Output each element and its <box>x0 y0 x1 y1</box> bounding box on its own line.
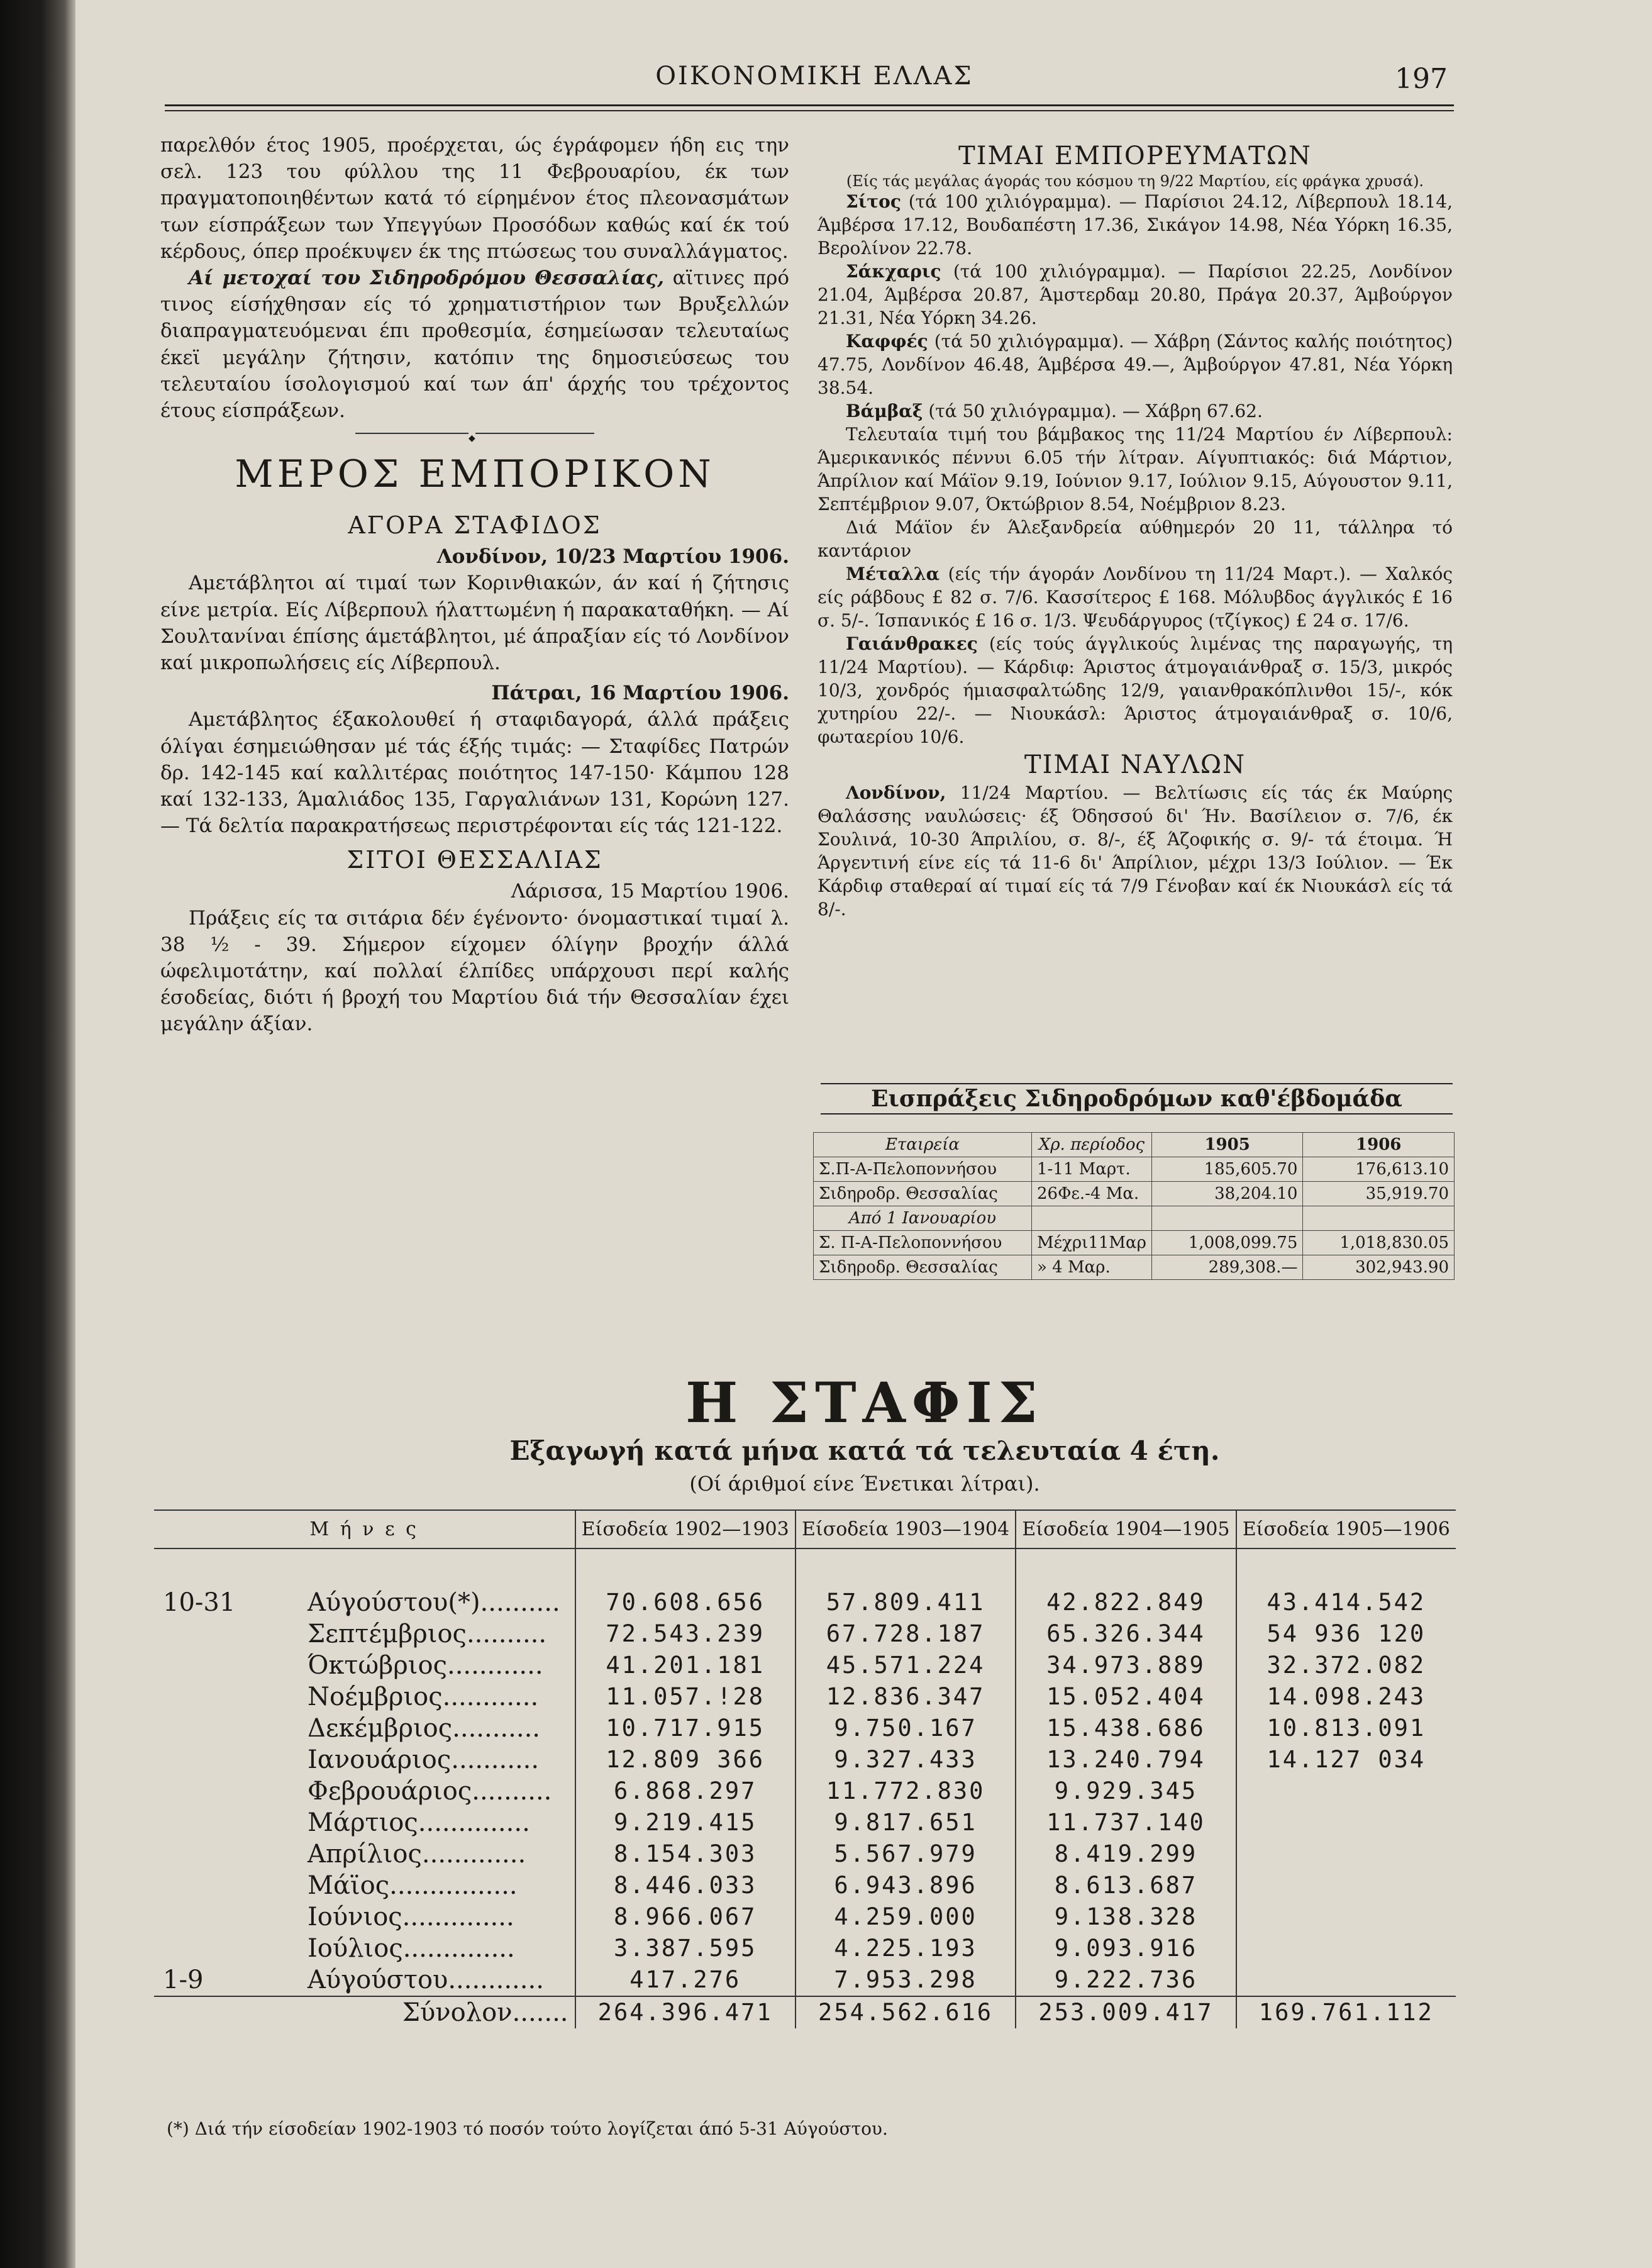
cotton-alexandria: Διά Μάϊον έν Άλεξανδρεία αύθημερόν 20 11, τάλληρα τό καντάριον <box>818 517 1453 561</box>
export-header-row <box>154 1510 1456 1548</box>
month-cell: Δεκέμβριος........... <box>308 1714 540 1743</box>
table-row <box>814 1157 1455 1182</box>
value-cell: 5.567.979 <box>796 1838 1016 1870</box>
value-cell: 11.057.!28 <box>575 1681 796 1713</box>
coal-prices: Γαιάνθρακες (είς τούς άγγλικούς λιμένας της παραγωγής, τη 11/24 Μαρτίου). — Κάρδιφ: Άριστος άτμογαιάνθραξ σ. 15/3, μικρός 10/3, χονδρός ήμιασφαλτώδης 12/9, γαιανθρακόπλινθοι 15/-, κόκ χυτηρίου 22/-. — Νιουκάσλ: Άριστος άτμογαιάνθραξ σ. 10/6, φωταερίου 10/6. <box>818 633 1453 747</box>
range-cell <box>154 1870 301 1901</box>
london-report: Αμετάβλητοι αί τιμαί των Κορινθιακών, άν καί ή ζήτησις είνε μετρία. Είς Λίβερπουλ ήλαττωμένη ή παρακαταθήκη. — Αί Σουλτανίναι έπίσης άμετάβλητοι, μέ άπραξίαν είς τό Λονδίνον καί μικροπωλήσεις είς Λίβερπουλ. <box>160 572 789 675</box>
patras-dateline: Πάτραι, 16 Μαρτίου 1906. <box>491 682 789 705</box>
value-cell: 9.219.415 <box>575 1807 796 1838</box>
range-cell <box>154 1933 301 1964</box>
value-cell: 41.201.181 <box>575 1650 796 1681</box>
value-cell: 15.052.404 <box>1016 1681 1236 1713</box>
larissa-dateline: Λάρισσα, 15 Μαρτίου 1906. <box>511 880 789 903</box>
value-cell: 4.259.000 <box>796 1901 1016 1933</box>
month-cell: Ιανουάριος........... <box>308 1745 540 1774</box>
value-cell: 9.222.736 <box>1016 1964 1236 1996</box>
value-cell: 11.737.140 <box>1016 1807 1236 1838</box>
range-cell: 10-31 <box>163 1588 236 1617</box>
value-cell: 7.953.298 <box>796 1964 1016 1996</box>
right-column <box>818 140 1453 921</box>
value-cell: 9.929.345 <box>1016 1776 1236 1807</box>
page-number: 197 <box>1395 63 1448 95</box>
value-cell: 9.817.651 <box>796 1807 1016 1838</box>
value-cell: 14.098.243 <box>1236 1681 1456 1713</box>
value-cell: 4.225.193 <box>796 1933 1016 1964</box>
value-cell: 9.093.916 <box>1016 1933 1236 1964</box>
value-cell: 15.438.686 <box>1016 1713 1236 1744</box>
railway-header-row <box>814 1133 1455 1157</box>
value-cell: 11.772.830 <box>796 1776 1016 1807</box>
table-row <box>154 1587 1456 1618</box>
scan-binding-shadow <box>0 0 75 2268</box>
month-cell: Όκτώβριος............ <box>308 1651 543 1680</box>
month-cell: Αύγούστου............ <box>308 1965 544 1994</box>
value-cell <box>1236 1838 1456 1870</box>
value-cell: 54 936 120 <box>1236 1618 1456 1650</box>
spacer-row <box>154 1548 1456 1587</box>
col-company: Εταιρεία <box>814 1133 1032 1157</box>
railway-receipts-table <box>813 1132 1455 1280</box>
col-1902-1903: Είσοδεία 1902—1903 <box>575 1510 796 1548</box>
table-row <box>154 1650 1456 1681</box>
period-cell: 26Φε.-4 Μα. <box>1032 1182 1152 1206</box>
value-cell: 14.127 034 <box>1236 1744 1456 1776</box>
col-period: Χρ. περίοδος <box>1032 1133 1152 1157</box>
value-cell: 13.240.794 <box>1016 1744 1236 1776</box>
table-row <box>154 1681 1456 1713</box>
month-cell: Ιούλιος.............. <box>308 1934 515 1963</box>
value-cell <box>1236 1933 1456 1964</box>
range-cell <box>154 1713 301 1744</box>
total-row <box>154 1996 1456 2028</box>
value-cell: 43.414.542 <box>1236 1587 1456 1618</box>
footnote: (*) Διά τήν είσοδείαν 1902-1903 τό ποσόν τούτο λογίζεται άπό 5-31 Αύγούστου. <box>167 2118 888 2139</box>
value-cell: 42.822.849 <box>1016 1587 1236 1618</box>
metals-prices: Μέταλλα (είς τήν άγοράν Λονδίνου τη 11/24 Μαρτ.). — Χαλκός είς ράβδους £ 82 σ. 7/6. Κασσίτερος £ 168. Μόλυβδος άγγλικός £ 16 σ. 5/-. Ίσπανικός £ 16 σ. 1/3. Ψευδάργυρος (τζίγκος) £ 24 σ. 17/6. <box>818 564 1453 631</box>
value-cell: 8.154.303 <box>575 1838 796 1870</box>
value-cell: 35,919.70 <box>1303 1182 1455 1206</box>
col-1906: 1906 <box>1303 1133 1455 1157</box>
range-cell <box>154 1681 301 1713</box>
value-cell: 32.372.082 <box>1236 1650 1456 1681</box>
range-cell <box>154 1744 301 1776</box>
currant-market-heading: ΑΓΟΡΑ ΣΤΑΦΙΔΟΣ <box>348 511 602 540</box>
total-spacer <box>154 1996 301 2028</box>
period-cell: 1-11 Μαρτ. <box>1032 1157 1152 1182</box>
period-cell: Μέχρι11Μαρ <box>1032 1231 1152 1255</box>
range-cell <box>154 1901 301 1933</box>
month-cell: Απρίλιος............. <box>308 1840 526 1869</box>
value-cell: 176,613.10 <box>1303 1157 1455 1182</box>
range-cell <box>154 1650 301 1681</box>
larissa-report: Πράξεις είς τα σιτάρια δέν έγένοντο· όνομαστικαί τιμαί λ. 38 ½ - 39. Σήμερον είχομεν όλίγην βροχήν άλλά ώφελιμοτάτην, καί πολλαί έλπίδες υπάρχουσι περί καλής έσοδείας, διότι ή βροχή του Μαρτίου διά τήν Θεσσαλίαν έχει μεγάλην άξίαν. <box>160 906 789 1036</box>
running-head-title: ΟΙΚΟΝΟΜΙΚΗ ΕΛΛΑΣ <box>655 62 973 91</box>
header-rule <box>165 104 1454 111</box>
month-cell: Μάρτιος.............. <box>308 1808 530 1837</box>
value-cell: 1,018,830.05 <box>1303 1231 1455 1255</box>
commodity-prices-heading: ΤΙΜΑΙ ΕΜΠΟΡΕΥΜΑΤΩΝ <box>958 142 1312 170</box>
range-cell: 1-9 <box>163 1965 204 1994</box>
table-row <box>154 1964 1456 1996</box>
col-1904-1905: Είσοδεία 1904—1905 <box>1016 1510 1236 1548</box>
railway-receipts-title: Εισπράξεις Σιδηροδρόμων καθ'έβδομάδα <box>821 1083 1453 1115</box>
cotton-prices: Βάμβαξ (τά 50 χιλιόγραμμα). — Χάβρη 67.62. <box>846 401 1263 421</box>
value-cell: 57.809.411 <box>796 1587 1016 1618</box>
range-cell <box>154 1776 301 1807</box>
value-cell: 1,008,099.75 <box>1151 1231 1303 1255</box>
table-row <box>814 1182 1455 1206</box>
value-cell: 3.387.595 <box>575 1933 796 1964</box>
cotton-liverpool: Τελευταία τιμή του βάμβακος της 11/24 Μαρτίου έν Λίβερπουλ: Άμερικανικός πέννυι 6.05 τήν λίτραν. Αίγυπτιακός: διά Μάρτιον, Άπρίλιον καί Μάϊον 9.19, Ιούνιον 9.17, Ιούλιον 9.15, Αύγουστον 9.11, Σεπτέμβριον 9.07, Όκτώβριον 8.54, Νοέμβριον 8.23. <box>818 424 1453 514</box>
value-cell: 72.543.239 <box>575 1618 796 1650</box>
table-row <box>154 1776 1456 1807</box>
subhead-cell: Από 1 Ιανουαρίου <box>814 1206 1032 1231</box>
col-1905: 1905 <box>1151 1133 1303 1157</box>
value-cell: 12.836.347 <box>796 1681 1016 1713</box>
value-cell: 9.138.328 <box>1016 1901 1236 1933</box>
intro-paragraph: παρελθόν έτος 1905, προέρχεται, ώς έγράφομεν ήδη εις την σελ. 123 του φύλλου της 11 Φεβρουαρίου, έκ των πραγματοποιηθέντων κατά τό είρημένον έτος πλεονασμάτων των είσπράξεων των Υπεγγύων Προσόδων καθώς καί έκ τού κέρδους, όπερ προέκυψεν έκ της πτώσεως του συναλλάγματος. <box>160 134 789 263</box>
table-row <box>154 1744 1456 1776</box>
col-1903-1904: Είσοδεία 1903—1904 <box>796 1510 1016 1548</box>
sugar-prices: Σάκχαρις (τά 100 χιλιόγραμμα). — Παρίσιοι 22.25, Λονδίνον 21.04, Άμβέρσα 20.87, Άμστερδαμ 20.80, Πράγα 20.37, Άμβούργον 21.31, Νέα Υόρκη 34.26. <box>818 261 1453 328</box>
value-cell: 38,204.10 <box>1151 1182 1303 1206</box>
total-value: 254.562.616 <box>796 1996 1016 2028</box>
value-cell: 185,605.70 <box>1151 1157 1303 1182</box>
period-cell: » 4 Μαρ. <box>1032 1255 1152 1280</box>
table-row <box>154 1870 1456 1901</box>
value-cell <box>1236 1901 1456 1933</box>
value-cell: 8.419.299 <box>1016 1838 1236 1870</box>
col-months: Μ ή ν ε ς <box>154 1510 575 1548</box>
value-cell: 417.276 <box>575 1964 796 1996</box>
value-cell: 70.608.656 <box>575 1587 796 1618</box>
month-cell: Ιούνιος.............. <box>308 1903 514 1932</box>
value-cell: 10.717.915 <box>575 1713 796 1744</box>
total-value: 169.761.112 <box>1236 1996 1456 2028</box>
value-cell: 45.571.224 <box>796 1650 1016 1681</box>
table-row <box>154 1933 1456 1964</box>
left-column <box>160 132 789 1038</box>
table-row <box>154 1713 1456 1744</box>
value-cell: 8.966.067 <box>575 1901 796 1933</box>
currant-export-title: Η ΣΤΑΦΙΣ <box>685 1370 1044 1435</box>
value-cell: 8.446.033 <box>575 1870 796 1901</box>
table-row <box>154 1807 1456 1838</box>
value-cell <box>1236 1870 1456 1901</box>
value-cell: 289,308.— <box>1151 1255 1303 1280</box>
value-cell <box>1236 1776 1456 1807</box>
railway-shares-lead: Αί μετοχαί του Σιδηροδρόμου Θεσσαλίας, <box>189 267 665 290</box>
table-row <box>814 1231 1455 1255</box>
grain-heading: ΣΙΤΟΙ ΘΕΣΣΑΛΙΑΣ <box>346 846 603 874</box>
value-cell: 34.973.889 <box>1016 1650 1236 1681</box>
section-title: ΜΕΡΟΣ ΕΜΠΟΡΙΚΟΝ <box>235 452 715 497</box>
table-row <box>154 1901 1456 1933</box>
railway-shares-text: αϊτινες πρό τινος είσήχθησαν είς τό χρηματιστήριον των Βρυξελλών διαπραγματευόμεναι έπι προθεσμία, έσημείωσαν τελευταίως έκεϊ μεγάλην ζήτησιν, κατόπιν της δημοσιεύσεως του τελευταίου ίσολογισμού καί των άπ' άρχής του τρέχοντος έτους είσπράξεων. <box>160 267 789 423</box>
railway-shares-paragraph <box>160 265 789 424</box>
ornament-divider <box>355 433 594 436</box>
value-cell: 67.728.187 <box>796 1618 1016 1650</box>
company-cell: Σ.Π-Α-Πελοποννήσου <box>814 1157 1032 1182</box>
value-cell: 302,943.90 <box>1303 1255 1455 1280</box>
month-cell: Σεπτέμβριος.......... <box>308 1620 547 1648</box>
total-label: Σύνολον....... <box>301 1996 575 2028</box>
value-cell: 65.326.344 <box>1016 1618 1236 1650</box>
commodity-prices-note: (Είς τάς μεγάλας άγοράς του κόσμου τη 9/22 Μαρτίου, είς φράγκα χρυσά). <box>846 172 1424 190</box>
month-cell: Φεβρουάριος.......... <box>308 1777 552 1806</box>
value-cell <box>1236 1964 1456 1996</box>
month-cell: Αύγούστου(*).......... <box>308 1588 560 1617</box>
table-row <box>154 1618 1456 1650</box>
table-row <box>154 1838 1456 1870</box>
month-cell: Νοέμβριος............ <box>308 1682 539 1711</box>
month-cell: Μάϊος................ <box>308 1871 518 1900</box>
patras-report: Αμετάβλητος έξακολουθεί ή σταφιδαγορά, άλλά πράξεις όλίγαι έσημειώθησαν μέ τάς έξής τιμάς: — Σταφίδες Πατρών δρ. 142-145 καί καλλιτέρας ποιότητος 147-150· Κάμπου 128 καί 132-133, Άμαλιάδος 135, Γαργαλιάνων 131, Κορώνη 127. — Τά δελτία παρακρατήσεως περιστρέφονται είς τάς 121-122. <box>160 708 789 838</box>
company-cell: Σιδηροδρ. Θεσσαλίας <box>814 1255 1032 1280</box>
value-cell: 8.613.687 <box>1016 1870 1236 1901</box>
value-cell: 9.750.167 <box>796 1713 1016 1744</box>
coffee-prices: Καφφές (τά 50 χιλιόγραμμα). — Χάβρη (Σάντος καλής ποιότητος) 47.75, Λονδίνον 46.48, Άμβέρσα 49.—, Άμβούργον 47.81, Νέα Υόρκη 38.54. <box>818 331 1453 398</box>
value-cell: 6.943.896 <box>796 1870 1016 1901</box>
freight-heading: ΤΙΜΑΙ ΝΑΥΛΩΝ <box>1024 750 1246 779</box>
currant-export-note: (Οί άριθμοί είνε Ένετικαι λίτραι). <box>689 1472 1040 1496</box>
company-cell: Σιδηροδρ. Θεσσαλίας <box>814 1182 1032 1206</box>
range-cell <box>154 1807 301 1838</box>
total-value: 264.396.471 <box>575 1996 796 2028</box>
value-cell: 6.868.297 <box>575 1776 796 1807</box>
freight-report: Λονδίνον, 11/24 Μαρτίου. — Βελτίωσις είς τάς έκ Μαύρης Θαλάσσης ναυλώσεις· έξ Όδησσού δι' Ήν. Βασίλειον σ. 7/6, έκ Σουλινά, 10-30 Άπριλίου, σ. 8/-, έξ Άζοφικής σ. 9/- τά έτοιμα. Ή Άργεντινή είνε είς τά 11-6 δι' Άπρίλιον, μέχρι 13/3 Ιούλιον. — Έκ Κάρδιφ σταθεραί αί τιμαί είς τά 7/9 Γένοβαν καί έκ Νιουκάσλ είς τά 8/-. <box>818 782 1453 920</box>
export-table-body <box>154 1548 1456 2028</box>
company-cell: Σ. Π-Α-Πελοποννήσου <box>814 1231 1032 1255</box>
london-dateline: Λονδίνον, 10/23 Μαρτίου 1906. <box>436 545 789 569</box>
value-cell <box>1236 1807 1456 1838</box>
value-cell: 9.327.433 <box>796 1744 1016 1776</box>
range-cell <box>154 1618 301 1650</box>
currant-export-table <box>154 1509 1456 2028</box>
range-cell <box>154 1838 301 1870</box>
value-cell: 10.813.091 <box>1236 1713 1456 1744</box>
total-value: 253.009.417 <box>1016 1996 1236 2028</box>
table-subhead-row <box>814 1206 1455 1231</box>
col-1905-1906: Είσοδεία 1905—1906 <box>1236 1510 1456 1548</box>
wheat-prices: Σίτος (τά 100 χιλιόγραμμα). — Παρίσιοι 24.12, Λίβερπουλ 18.14, Άμβέρσα 17.12, Βουδαπέστη 17.36, Σικάγον 14.98, Νέα Υόρκη 16.35, Βερολίνον 22.78. <box>818 191 1453 258</box>
value-cell: 12.809 366 <box>575 1744 796 1776</box>
currant-export-subtitle: Εξαγωγή κατά μήνα κατά τά τελευταία 4 έτη. <box>509 1435 1220 1466</box>
table-row <box>814 1255 1455 1280</box>
